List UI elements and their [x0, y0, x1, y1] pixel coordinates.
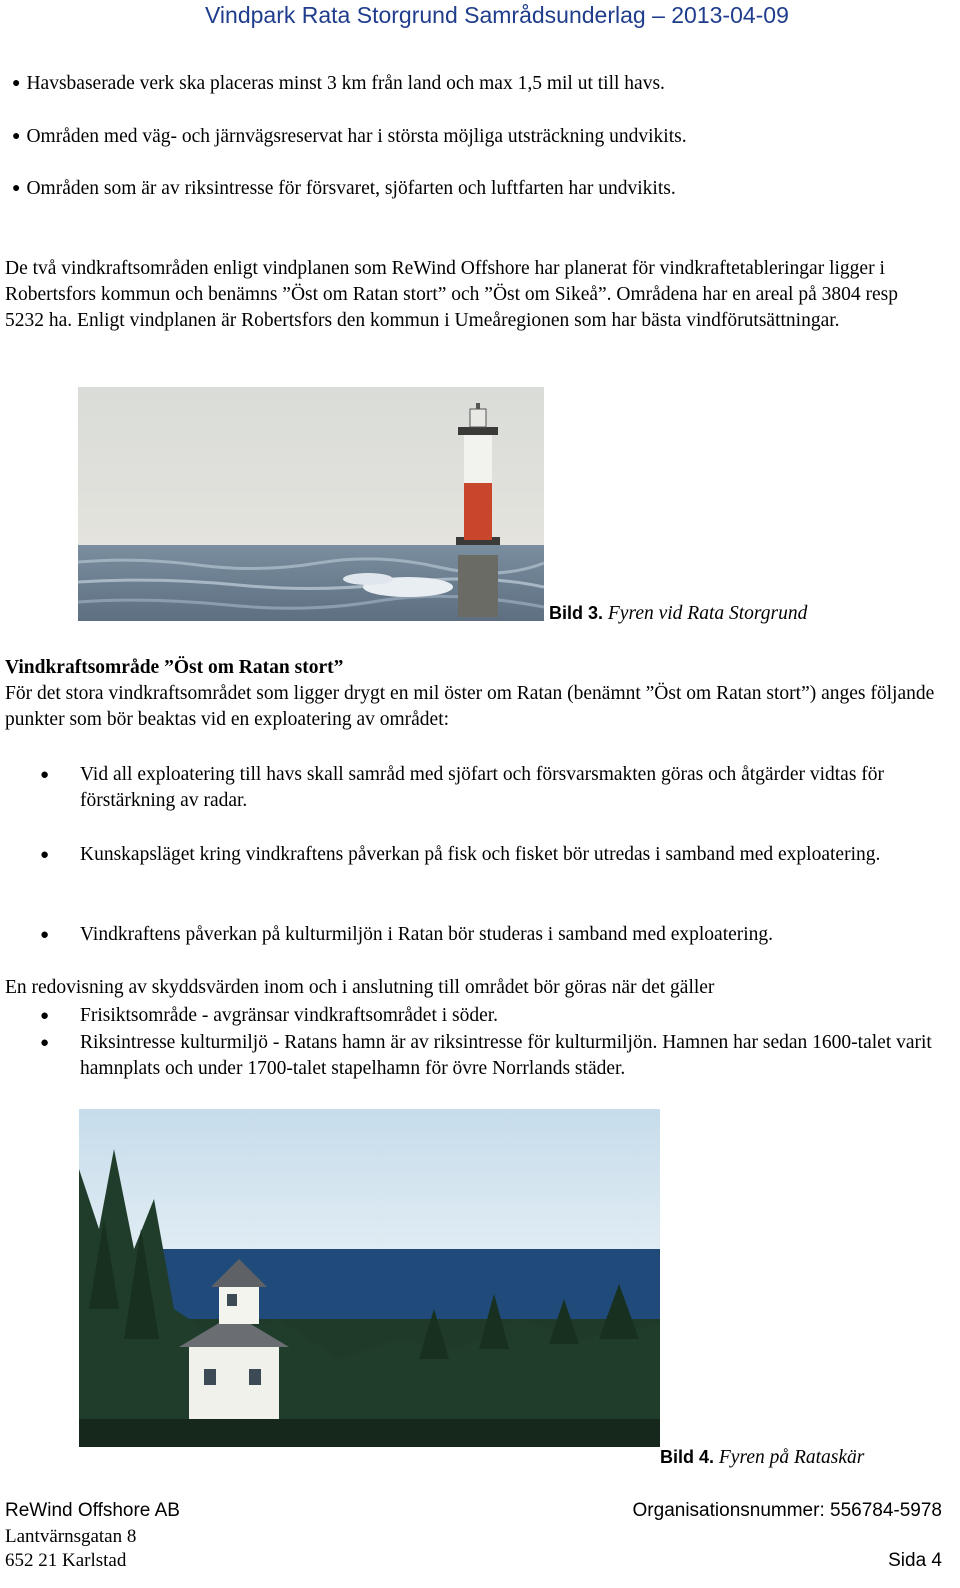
list-item: ● Vindkraftens påverkan på kulturmiljön i Ratan bör studeras i samband med exploatering.: [40, 922, 940, 948]
bullet-icon: ●: [12, 129, 21, 144]
page-header-title: Vindpark Rata Storgrund Samrådsunderlag – 2013-04-09: [205, 2, 789, 28]
lighthouse-photo-rata-storgrund: [78, 387, 544, 621]
list-item: ● Områden med väg- och järnvägsreservat har i största möjliga utsträckning undvikits.: [12, 126, 687, 147]
figure-4-label: Bild 4.: [660, 1447, 715, 1467]
list-item: ● Riksintresse kulturmiljö - Ratans hamn är av riksintresse för kulturmiljön. Hamnen har sedan 1600-talet varit hamnplats och under 1700-talet stapelhamn för övre Norrlands städer.: [40, 1032, 932, 1079]
bullet-icon: ●: [40, 1035, 50, 1051]
list-item: ● Områden som är av riksintresse för försvaret, sjöfarten och luftfarten har undvikits.: [12, 178, 676, 199]
figure-3-caption: [549, 603, 807, 625]
figure-4-caption: [660, 1447, 864, 1469]
footer-street: Lantvärnsgatan 8: [5, 1526, 137, 1547]
figure-4-text: Fyren på Rataskär: [718, 1447, 865, 1468]
bullet-icon: ●: [12, 76, 21, 91]
section-heading: Vindkraftsområde ”Öst om Ratan stort”: [5, 657, 344, 678]
protection-intro: En redovisning av skyddsvärden inom och i anslutning till området bör göras när det gäller: [5, 977, 715, 998]
bullet-icon: ●: [40, 1008, 50, 1024]
figure-3-text: Fyren vid Rata Storgrund: [607, 603, 808, 624]
bullet-icon: ●: [40, 927, 50, 943]
list-item: ● Kunskapsläget kring vindkraftens påverkan på fisk och fisket bör utredas i samband med exploatering.: [40, 842, 940, 868]
section-intro: För det stora vindkraftsområdet som ligger drygt en mil öster om Ratan (benämnt ”Öst om Ratan stort”) anges följande punkter som bör beaktas vid en exploatering av området:: [5, 683, 935, 730]
figure-3-label: Bild 3.: [549, 603, 604, 623]
list-item: ● Vid all exploatering till havs skall samråd med sjöfart och försvarsmakten göras och åtgärder vidtas för förstärkning av radar.: [40, 764, 885, 811]
intro-paragraph: De två vindkraftsområden enligt vindplanen som ReWind Offshore har planerat för vindkraftetableringar ligger i Robertsfors kommun och benämns ”Öst om Ratan stort” och ”Öst om Sikeå”. Områdena har en areal på 3804 resp 5232 ha. Enligt vindplanen är Robertsfors den kommun i Umeåregionen som har bästa vindförutsättningar.: [5, 258, 898, 331]
footer-org-number: Organisationsnummer: 556784-5978: [632, 1500, 942, 1521]
footer-city: 652 21 Karlstad: [5, 1550, 127, 1571]
list-item: ● Frisiktsområde - avgränsar vindkraftsområdet i söder.: [40, 1003, 940, 1029]
list-item: ● Havsbaserade verk ska placeras minst 3 km från land och max 1,5 mil ut till havs.: [12, 73, 665, 94]
bullet-icon: ●: [12, 181, 21, 196]
footer-company: ReWind Offshore AB: [5, 1500, 180, 1521]
footer-page-number: Sida 4: [888, 1550, 942, 1571]
lighthouse-photo-rataskar: [79, 1109, 660, 1447]
bullet-icon: ●: [40, 847, 50, 863]
bullet-icon: ●: [40, 767, 50, 783]
